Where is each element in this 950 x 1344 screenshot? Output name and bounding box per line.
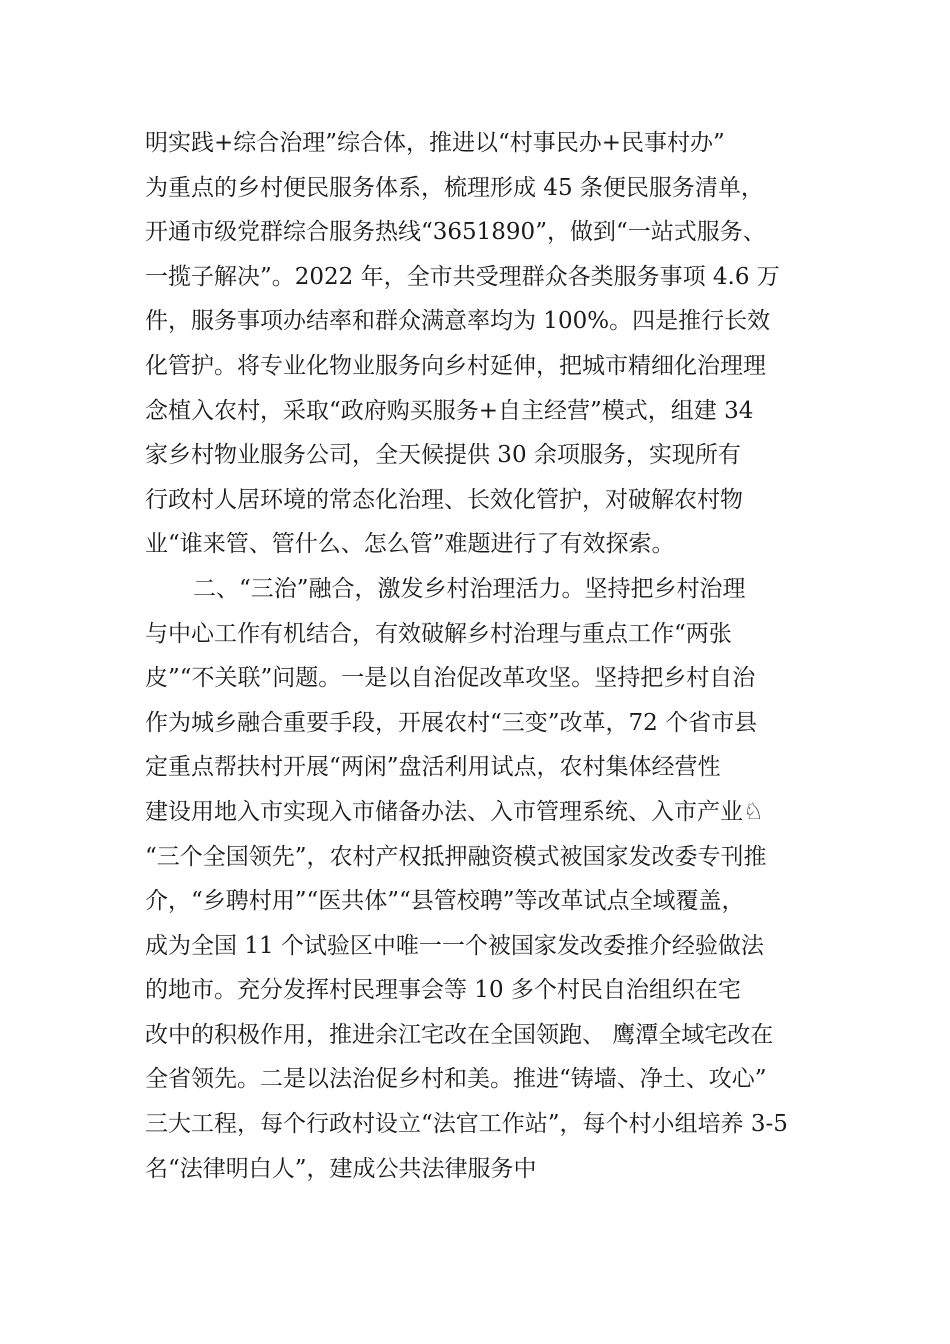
text-line: 家乡村物业服务公司，全天候提供 30 余项服务，实现所有: [145, 442, 741, 469]
text-line: “三个全国领先”，农村产权抵押融资模式被国家发改委专刊推: [145, 843, 767, 870]
text-line: 成为全国 11 个试验区中唯一一个被国家发改委推介经验做法: [145, 932, 764, 959]
text-line: 建设用地入市实现入市储备办法、入市管理系统、入市产业♘: [145, 798, 764, 825]
text-line: 作为城乡融合重要手段，开展农村“三变”改革，72 个省市县: [145, 709, 758, 736]
text-line: 念植入农村，采取“政府购买服务+自主经营”模式，组建 34: [145, 397, 754, 424]
text-line: 开通市级党群综合服务热线“3651890”，做到“一站式服务、: [145, 219, 766, 246]
text-line: 为重点的乡村便民服务体系，梳理形成 45 条便民服务清单，: [145, 174, 764, 201]
text-line: 名“法律明白人”，建成公共法律服务中: [145, 1155, 537, 1182]
text-line: 三大工程，每个行政村设立“法官工作站”，每个村小组培养 3-5: [145, 1111, 788, 1138]
section-heading-line: 二、“三治”融合，激发乡村治理活力。坚持把乡村治理: [193, 575, 746, 602]
text-line: 改中的积极作用，推进余江宅改在全国领跑、 鹰潭全域宅改在: [145, 1021, 774, 1048]
text-line: 明实践+综合治理”综合体，推进以“村事民办+民事村办”: [145, 130, 725, 156]
text-line: 全省领先。二是以法治促乡村和美。推进“铸墙、净土、攻心”: [145, 1066, 767, 1093]
body-text: [145, 121, 835, 1191]
text-line: 业“谁来管、管什么、怎么管”难题进行了有效探索。: [145, 531, 675, 558]
text-line: 行政村人居环境的常态化治理、长效化管护，对破解农村物: [145, 486, 743, 513]
text-line: 的地市。充分发挥村民理事会等 10 多个村民自治组织在宅: [145, 977, 741, 1004]
text-line: 皮”“不关联”问题。一是以自治促改革攻坚。坚持把乡村自治: [145, 665, 756, 692]
text-line: 化管护。将专业化物业服务向乡村延伸，把城市精细化治理理: [145, 352, 766, 379]
text-line: 定重点帮扶村开展“两闲”盘活利用试点，农村集体经营性: [145, 754, 721, 781]
text-line: 介，“乡聘村用”“医共体”“县管校聘”等改革试点全域覆盖，: [145, 888, 745, 915]
text-line: 件，服务事项办结率和群众满意率均为 100%。四是推行长效: [145, 308, 771, 335]
text-line: 一揽子解决”。2022 年，全市共受理群众各类服务事项 4.6 万: [145, 263, 780, 290]
text-line: 与中心工作有机结合，有效破解乡村治理与重点工作“两张: [145, 620, 732, 647]
